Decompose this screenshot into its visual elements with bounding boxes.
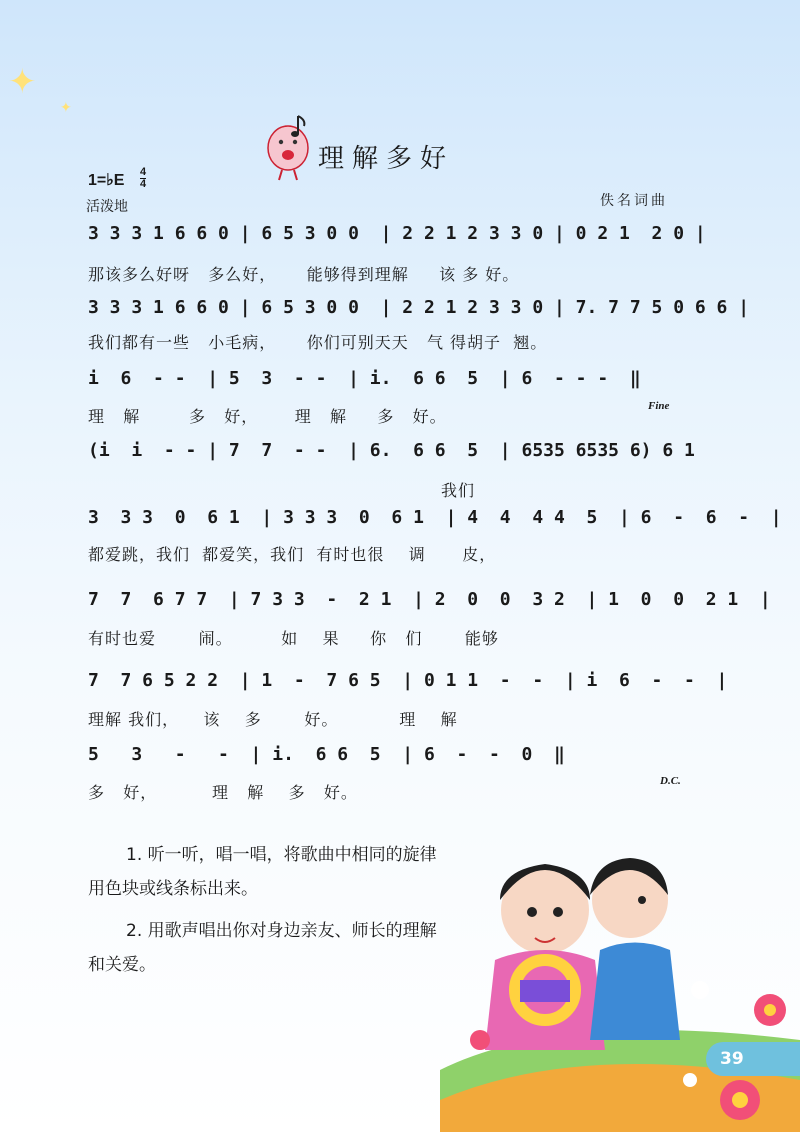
- score-line-6-notes: 7 7 6 7 7 | 7 3 3 - 2 1 | 2 0 0 3 2 | 1 0 0 2 1 |: [88, 589, 771, 610]
- task-1: 1. 听一听，唱一唱，将歌曲中相同的旋律用色块或线条标出来。: [88, 845, 437, 899]
- score-line-6-lyrics: 有时也爱 闹。 如 果 你 们 能够: [88, 629, 499, 648]
- time-signature-bottom: 4: [140, 178, 147, 190]
- score-line-1-notes: 3 3 3 1 6 6 0 | 6 5 3 0 0 | 2 2 1 2 3 3 0 | 0 2 1 2 0 |: [88, 223, 706, 244]
- score-line-8-lyrics: 多 好， 理 解 多 好。: [88, 783, 358, 802]
- score-line-5-notes: 3 3 3 0 6 1 | 3 3 3 0 6 1 | 4 4 4 4 5 | 6 - 6 - |: [88, 507, 782, 528]
- score-line-8-notes: 5 3 - - | i. 6 6 5 | 6 - - 0 ‖: [88, 744, 565, 765]
- score-line-1-lyrics: 那该多么好呀 多么好， 能够得到理解 该 多 好。: [88, 265, 520, 284]
- key-signature: 1=♭E: [88, 172, 125, 189]
- tempo-marking: 活泼地: [86, 199, 128, 215]
- dc-marking: D.C.: [660, 775, 681, 787]
- score-line-4-notes: (i i - - | 7 7 - - | 6. 6 6 5 | 6535 6535 6) 6 1: [88, 440, 695, 461]
- score-line-7-lyrics: 理解 我们， 该 多 好。 理 解: [88, 710, 458, 729]
- fine-marking: Fine: [648, 400, 670, 412]
- task-2: 2. 用歌声唱出你对身边亲友、师长的理解和关爱。: [88, 921, 437, 975]
- song-credit: 佚名词曲: [600, 193, 668, 209]
- score-line-7-notes: 7 7 6 5 2 2 | 1 - 7 6 5 | 0 1 1 - - | i 6 - - |: [88, 670, 728, 691]
- page-number: 39: [706, 1042, 800, 1076]
- song-title: 理解多好: [318, 144, 455, 174]
- children-illustration: [440, 840, 800, 1132]
- score-line-3-notes: i 6 - - | 5 3 - - | i. 6 6 5 | 6 - - - ‖: [88, 368, 641, 389]
- star-sparkle-icon: ✦: [60, 100, 72, 116]
- score-line-3-lyrics: 理 解 多 好， 理 解 多 好。: [88, 407, 447, 426]
- time-signature-top: 4: [140, 166, 147, 178]
- star-sparkle-icon: ✦: [8, 62, 37, 102]
- singing-mascot-icon: [262, 110, 314, 184]
- score-line-4-lyrics: 我们: [88, 481, 475, 500]
- score-line-5-lyrics: 都爱跳，我们 都爱笑，我们 有时也很 调 皮，: [88, 545, 497, 564]
- score-line-2-notes: 3 3 3 1 6 6 0 | 6 5 3 0 0 | 2 2 1 2 3 3 0 | 7. 7 7 5 0 6 6 |: [88, 297, 750, 318]
- time-signature: [140, 167, 146, 190]
- score-line-2-lyrics: 我们都有一些 小毛病， 你们可别天天 气 得胡子 翘。: [88, 333, 548, 352]
